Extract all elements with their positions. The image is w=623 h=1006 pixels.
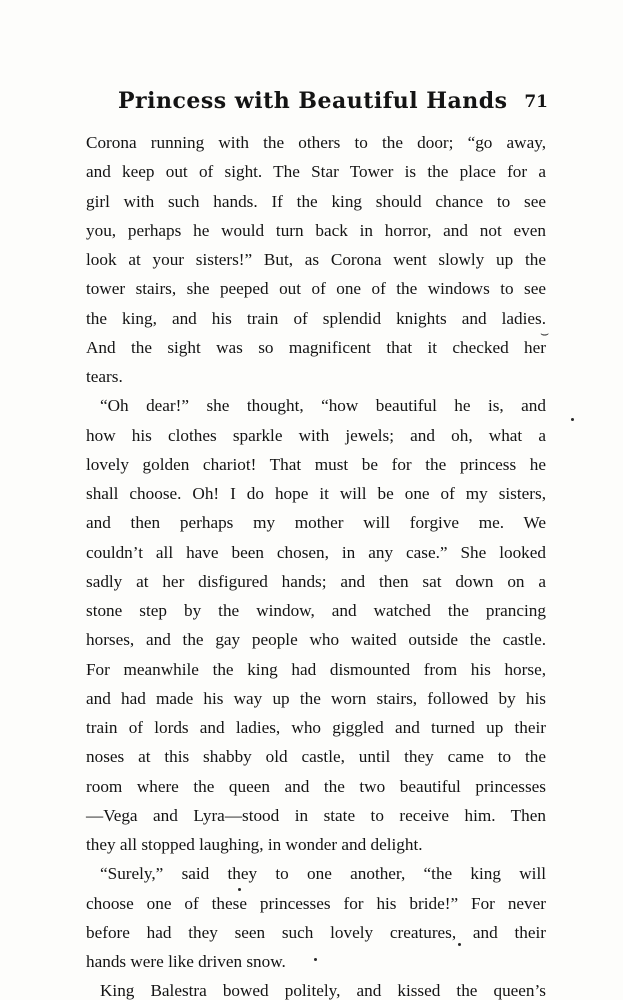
text-line: and had made his way up the worn stairs, followed by his	[86, 688, 546, 708]
running-head	[118, 86, 548, 116]
margin-mark: ⌣	[540, 326, 550, 342]
text-line: you, perhaps he would turn back in horror, and not even	[86, 220, 546, 240]
text-line: and then perhaps my mother will forgive me. We	[86, 513, 546, 533]
text-line: girl with such hands. If the king should chance to see	[86, 191, 546, 211]
text-line: before had they seen such lovely creatures, and their	[86, 922, 546, 942]
text-line: lovely golden chariot! That must be for the princess he	[86, 454, 546, 474]
text-line: stone step by the window, and watched the prancing	[86, 601, 546, 620]
text-line: train of lords and ladies, who giggled and turned up their	[86, 718, 546, 737]
text-line: and keep out of sight. The Star Tower is the place for a	[86, 162, 546, 182]
text-line: tower stairs, she peeped out of one of the windows to see	[86, 279, 546, 299]
text-line: noses at this shabby old castle, until they came to the	[86, 747, 546, 767]
text-line: “Oh dear!” she thought, “how beautiful he is, and	[100, 396, 546, 416]
text-line: the king, and his train of splendid knights and ladies.	[86, 308, 546, 328]
text-line: look at your sisters!” But, as Corona went slowly up the	[86, 250, 546, 269]
text-line: For meanwhile the king had dismounted from his horse,	[86, 659, 546, 679]
page-number: 71	[524, 92, 548, 112]
body-text	[86, 128, 546, 1006]
text-line: King Balestra bowed politely, and kissed the queen’s	[100, 981, 546, 1001]
ink-speck	[571, 418, 574, 421]
text-line: choose one of these princesses for his bride!” For never	[86, 893, 546, 913]
text-line: horses, and the gay people who waited outside the castle.	[86, 630, 546, 650]
text-line: shall choose. Oh! I do hope it will be one of my sisters,	[86, 484, 546, 503]
ink-speck	[314, 958, 317, 961]
text-line: room where the queen and the two beautiful princesses	[86, 776, 546, 796]
ink-speck	[238, 888, 241, 891]
text-line: “Surely,” said they to one another, “the king will	[100, 864, 546, 884]
text-line: Corona running with the others to the door; “go away,	[86, 133, 546, 152]
text-line: And the sight was so magnificent that it checked her	[86, 337, 546, 357]
text-line: —Vega and Lyra—stood in state to receive him. Then	[86, 805, 546, 825]
running-title: Princess with Beautiful Hands	[118, 88, 508, 114]
text-line: sadly at her disfigured hands; and then sat down on a	[86, 571, 546, 591]
text-line: they all stopped laughing, in wonder and delight.	[86, 835, 423, 854]
text-line: how his clothes sparkle with jewels; and oh, what a	[86, 425, 546, 445]
ink-speck	[458, 943, 461, 946]
text-line: tears.	[86, 367, 123, 386]
text-line: hands were like driven snow.	[86, 952, 286, 971]
text-line: couldn’t all have been chosen, in any case.” She looked	[86, 542, 546, 562]
